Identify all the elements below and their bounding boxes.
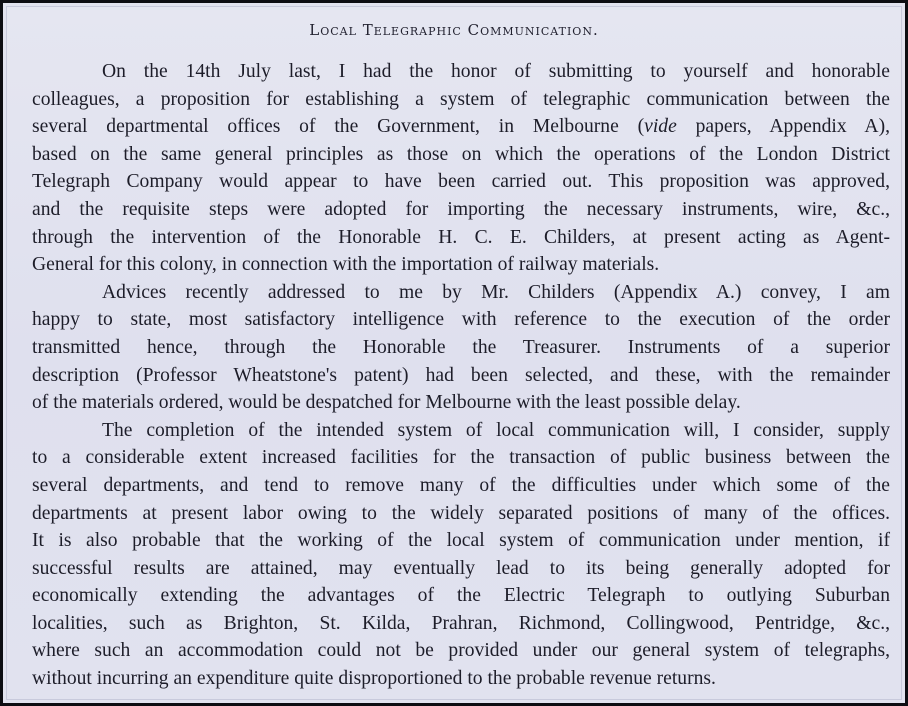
paragraph-3-line-2: to a considerable extent increased facilities for the transaction of public business between the — [32, 447, 890, 469]
paragraph-1-line-4: based on the same general principles as those on which the operations of the London District — [32, 143, 890, 165]
paragraph-2-line-5: of the materials ordered, would be despatched for Melbourne with the least possible delay. — [32, 392, 741, 414]
paragraph-1-line-8: General for this colony, in connection with the importation of railway materials. — [32, 254, 660, 276]
paragraph-3-line-4: departments at present labor owing to the widely separated positions of many of the offices. — [32, 502, 890, 524]
line-text-before-italic: several departmental offices of the Government, in Melbourne ( — [32, 116, 645, 138]
paragraph-1-line-7: through the intervention of the Honorable H. C. E. Childers, at present acting as Agent- — [32, 226, 890, 248]
paragraph-3-line-9: where such an accommodation could not be provided under our general system of telegraphs, — [32, 640, 890, 662]
page-paper — [6, 6, 902, 700]
paragraph-3-line-6: successful results are attained, may eventually lead to its being generally adopted for — [32, 557, 890, 579]
paragraph-1-line-5: Telegraph Company would appear to have been carried out. This proposition was approved, — [32, 171, 890, 193]
paragraph-3-line-1: The completion of the intended system of local communication will, I consider, supply — [102, 419, 890, 441]
paragraph-3-line-7: economically extending the advantages of the Electric Telegraph to outlying Suburban — [32, 585, 890, 607]
paragraph-1-line-2: colleagues, a proposition for establishing a system of telegraphic communication between the — [32, 88, 890, 110]
document-body — [32, 58, 890, 693]
paragraph-2-line-3: transmitted hence, through the Honorable the Treasurer. Instruments of a superior — [32, 336, 890, 358]
paragraph-1-line-1: On the 14th July last, I had the honor of submitting to yourself and honorable — [102, 61, 890, 82]
paragraph-2-line-1: Advices recently addressed to me by Mr. Childers (Appendix A.) convey, I am — [102, 281, 890, 303]
paragraph-2-line-2: happy to state, most satisfactory intelligence with reference to the execution of the order — [32, 309, 890, 331]
paragraph-3-line-5: It is also probable that the working of the local system of communication under mention, if — [32, 530, 890, 552]
document-title: Local Telegraphic Communication. — [309, 21, 599, 39]
paragraph-3-line-3: several departments, and tend to remove many of the difficulties under which some of the — [32, 474, 890, 496]
paragraph-3-line-10: without incurring an expenditure quite disproportioned to the probable revenue returns. — [32, 668, 716, 690]
paragraph-1-line-6: and the requisite steps were adopted for importing the necessary instruments, wire, &c., — [32, 198, 890, 220]
paragraph-3-line-8: localities, such as Brighton, St. Kilda, Prahran, Richmond, Collingwood, Pentridge, &c., — [32, 612, 890, 634]
paragraph-2-line-4: description (Professor Wheatstone's patent) had been selected, and these, with the remainder — [32, 364, 890, 386]
paragraph-1-line-3 — [32, 113, 890, 141]
line-text-after-italic: papers, Appendix A), — [676, 116, 890, 138]
italic-word-vide: vide — [644, 116, 677, 138]
